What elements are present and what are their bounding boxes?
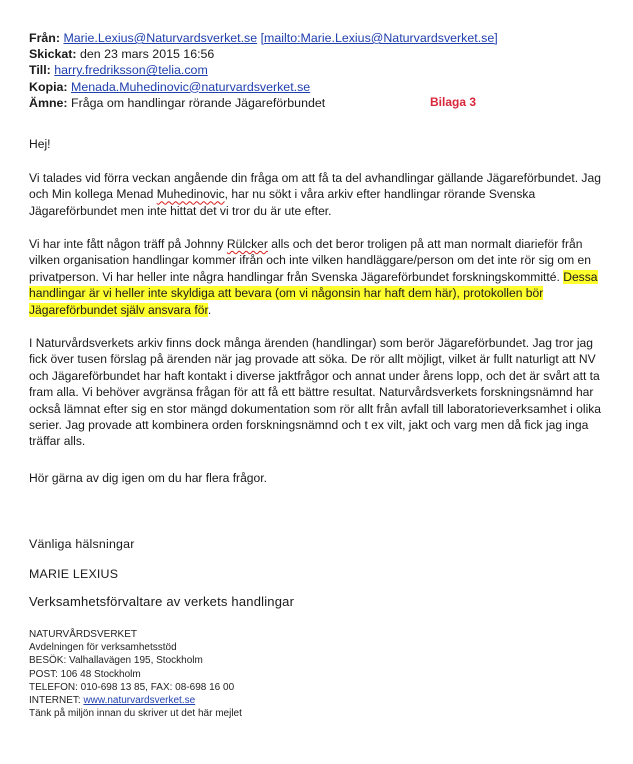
- signature-visit: BESÖK: Valhallavägen 195, Stockholm: [29, 655, 203, 667]
- spellcheck-word-rulcker: Rülcker: [226, 237, 268, 251]
- paragraph-1: [29, 170, 614, 219]
- spellcheck-word-muhedinovic: Muhedinovic: [156, 187, 225, 202]
- to-label: Till:: [29, 63, 51, 78]
- closing: Vänliga hälsningar: [29, 537, 135, 551]
- signature-org: NATURVÅRDSVERKET: [29, 629, 137, 640]
- email-header: [29, 30, 498, 111]
- signature-internet: [29, 694, 242, 707]
- website-link[interactable]: www.naturvardsverket.se: [83, 695, 196, 707]
- highlighted-text: Dessa handlingar är vi heller inte skyldiga att bevara (om vi någonsin har haft dem här), protokollen bör Jägareförbundet själv ansvara för: [29, 269, 598, 317]
- signature-dept: Avdelningen för verksamhetsstöd: [29, 642, 177, 654]
- from-row: [29, 30, 498, 46]
- from-label: Från:: [29, 31, 60, 45]
- sent-value: den 23 mars 2015 16:56: [79, 47, 215, 62]
- paragraph-2-text-a: Vi har inte fått någon träff på Johnny: [29, 237, 227, 251]
- from-email-link[interactable]: Marie.Lexius@Naturvardsverket.se: [63, 31, 258, 45]
- signature-title: Verksamhetsförvaltare av verkets handlingar: [29, 594, 295, 609]
- paragraph-1-text-a: Vi talades vid förra veckan angående din fråga om att få ta del avhandlingar gällande Jägareförbundet. Jag och Min kollega Menad: [29, 171, 601, 202]
- signature-phone: TELEFON: 010-698 13 85, FAX: 08-698 16 00: [29, 681, 235, 693]
- environment-note: Tänk på miljön innan du skriver ut det här mejlet: [29, 708, 242, 720]
- paragraph-4: Hör gärna av dig igen om du har flera frågor.: [29, 471, 267, 485]
- signature-block: [29, 628, 242, 720]
- cc-label: Kopia:: [29, 79, 68, 94]
- from-mailto-link[interactable]: [mailto:Marie.Lexius@Naturvardsverket.se]: [260, 31, 498, 45]
- paragraph-2: [29, 236, 614, 318]
- paragraph-1-text-b: , har nu sökt i våra arkiv efter handlingar rörande Svenska Jägareförbundet men inte hittat det vi tror du är ute efter.: [29, 187, 536, 218]
- cc-email-link[interactable]: Menada.Muhedinovic@naturvardsverket.se: [71, 79, 311, 94]
- greeting: Hej!: [29, 137, 51, 151]
- to-row: [29, 62, 498, 78]
- signature-post: POST: 106 48 Stockholm: [29, 668, 141, 680]
- cc-row: [29, 79, 498, 95]
- subject-value: Fråga om handlingar rörande Jägareförbundet: [71, 95, 326, 110]
- to-email-link[interactable]: harry.fredriksson@telia.com: [54, 63, 208, 78]
- paragraph-2-end: .: [207, 302, 212, 317]
- internet-label: INTERNET:: [29, 695, 84, 707]
- subject-row: [29, 95, 498, 111]
- sent-row: [29, 46, 498, 62]
- subject-label: Ämne:: [29, 95, 68, 110]
- signature-name: MARIE LEXIUS: [29, 567, 119, 581]
- attachment-stamp: Bilaga 3: [430, 95, 477, 109]
- sent-label: Skickat:: [29, 47, 77, 62]
- paragraph-2-text-b: alls och det beror troligen på att man normalt diarieför från vilken organisation handlingar kommer ifrån och inte vilken handläggare/person om det inte rör sig om en privatperson. Vi har heller inte några handlingar från Svenska Jägareförbundet forskningskommitté.: [29, 237, 591, 284]
- paragraph-3: I Naturvårdsverkets arkiv finns dock många ärenden (handlingar) som berör Jägareförbundet. Jag tror jag fick över tusen förslag på ärenden när jag provade att söka. De rör allt möjligt, vilket är fullt naturligt att NV och Jägareförbundet har haft kontakt i diverse jaktfrågor och annat under årens lopp, och det är svårt att ta fram alla. Vi behöver avgränsa frågan för att få ett bättre resultat. Naturvårdsverkets forskningsnämnd har också lämnat efter sig en stor mängd dokumentation som rör allt från avfall till laboratorieverksamhet i olika serier. Jag provade att kombinera orden forskningsnämnd och t ex vilt, jakt och varg men då fick jag inga träffar alls.: [29, 336, 602, 449]
